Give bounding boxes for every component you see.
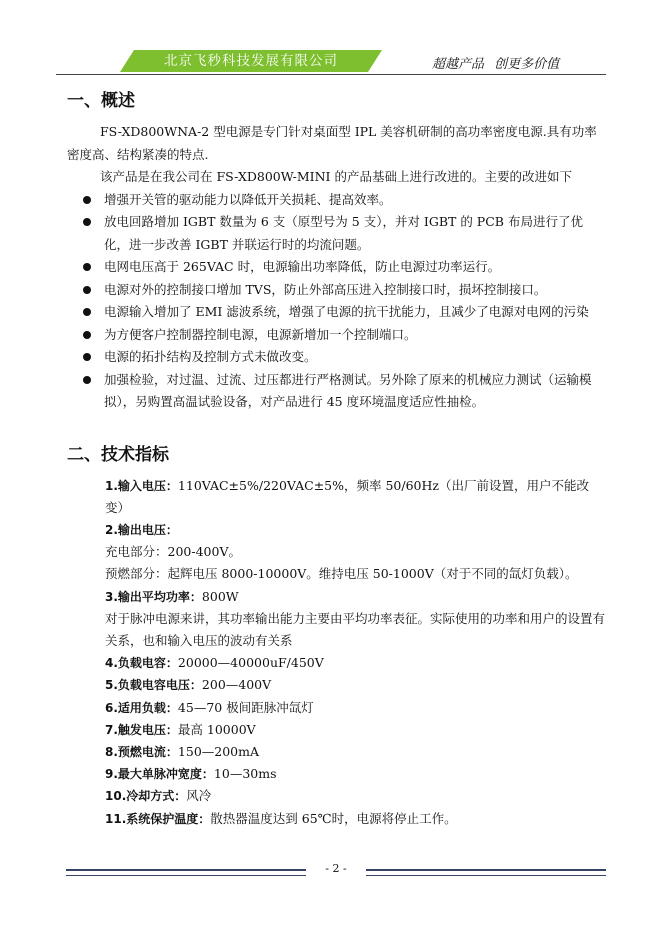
spec-item: 8.预燃电流：150—200mA xyxy=(105,743,260,759)
spec-item: 充电部分：200-400V。 xyxy=(105,544,241,560)
spec-list xyxy=(67,475,607,830)
bullet-icon xyxy=(83,196,91,204)
list-item: 增强开关管的驱动能力以降低开关损耗、提高效率。 xyxy=(67,189,607,212)
spec-item: 2.输出电压： xyxy=(105,522,178,537)
footer-rule-left-thin xyxy=(66,875,306,876)
spec-item: 预燃部分：起辉电压 8000-10000V。维持电压 50-1000V（对于不同的氙灯负载）。 xyxy=(105,566,578,582)
company-name: 北京飞秒科技发展有限公司 xyxy=(164,53,338,69)
spec-item: 对于脉冲电源来讲，其功率输出能力主要由平均功率表征。实际使用的功率和用户的设置有关系，也和输入电压的波动有关系 xyxy=(105,610,606,648)
header-rule xyxy=(56,74,606,75)
page-number: - 2 - xyxy=(325,862,347,875)
document-body xyxy=(67,86,607,830)
spec-item: 5.负载电容电压：200—400V xyxy=(105,677,272,693)
bullet-icon xyxy=(83,308,91,316)
improvement-list xyxy=(67,189,607,414)
spec-item: 1.输入电压：110VAC±5%/220VAC±5%，频率 50/60Hz（出厂前设置，用户不能改变） xyxy=(105,477,589,515)
list-item: 放电回路增加 IGBT 数量为 6 支（原型号为 5 支），并对 IGBT 的 PCB 布局进行了优化，进一步改善 IGBT 并联运行时的均流问题。 xyxy=(67,211,607,256)
bullet-icon xyxy=(83,376,91,384)
list-item: 电源的拓扑结构及控制方式未做改变。 xyxy=(67,346,607,369)
list-item: 电源输入增加了 EMI 滤波系统，增强了电源的抗干扰能力，且减少了电源对电网的污染 xyxy=(67,301,607,324)
spec-item: 3.输出平均功率：800W xyxy=(105,588,239,604)
bullet-icon xyxy=(83,286,91,294)
spec-item: 6.适用负载：45—70 极间距脉冲氙灯 xyxy=(105,699,314,715)
spec-item: 7.触发电压：最高 10000V xyxy=(105,721,256,737)
list-item: 电源对外的控制接口增加 TVS，防止外部高压进入控制接口时，损坏控制接口。 xyxy=(67,279,607,302)
section-heading-overview: 一、概述 xyxy=(67,91,135,111)
bullet-icon xyxy=(83,353,91,361)
list-item: 电网电压高于 265VAC 时，电源输出功率降低，防止电源过功率运行。 xyxy=(67,256,607,279)
footer-rule-right xyxy=(366,869,606,871)
improvement-intro: 该产品是在我公司在 FS-XD800W-MINI 的产品基础上进行改进的。主要的改进如下 xyxy=(100,169,572,184)
spec-item: 11.系统保护温度：散热器温度达到 65℃时，电源将停止工作。 xyxy=(105,810,457,826)
header-slogan: 超越产品 创更多价值 xyxy=(432,57,560,72)
bullet-icon xyxy=(83,263,91,271)
spec-item: 10.冷却方式：风冷 xyxy=(105,788,212,804)
spec-item: 9.最大单脉冲宽度：10—30ms xyxy=(105,766,277,782)
overview-intro: FS-XD800WNA-2 型电源是专门针对桌面型 IPL 美容机研制的高功率密度电源.具有功率密度高、结构紧凑的特点. xyxy=(67,124,597,162)
list-item: 加强检验，对过温、过流、过压都进行严格测试。另外除了原来的机械应力测试（运输模拟），另购置高温试验设备，对产品进行 45 度环境温度适应性抽检。 xyxy=(67,369,607,414)
section-heading-specs: 二、技术指标 xyxy=(67,444,169,465)
bullet-icon xyxy=(83,218,91,226)
spec-item: 4.负载电容：20000—40000uF/450V xyxy=(105,655,324,671)
bullet-icon xyxy=(83,331,91,339)
list-item: 为方便客户控制器控制电源，电源新增加一个控制端口。 xyxy=(67,324,607,347)
footer-rule-right-thin xyxy=(366,875,606,876)
footer-rule-left xyxy=(66,869,306,871)
